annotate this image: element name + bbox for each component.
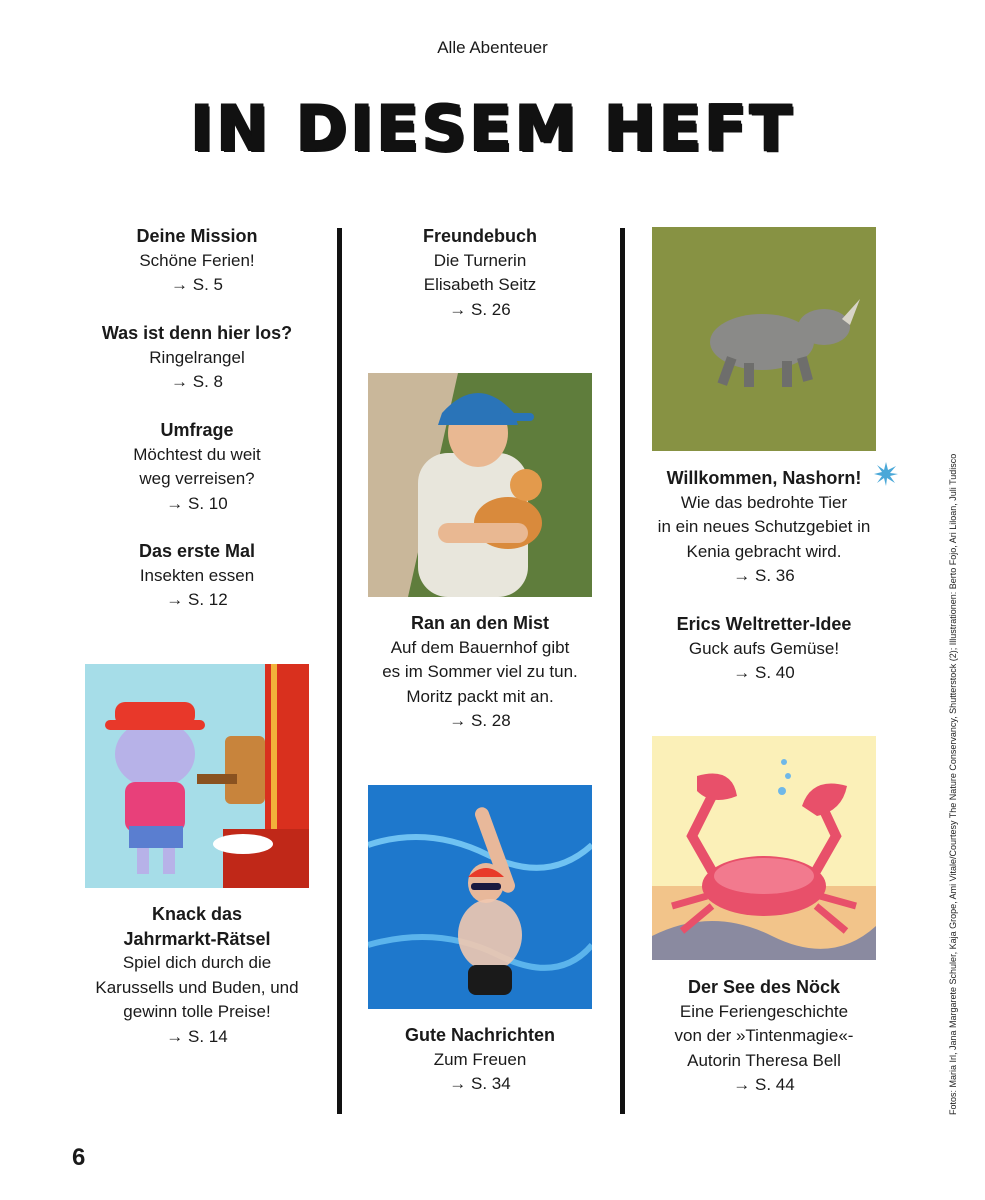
toc-entry-das-erste-mal[interactable] bbox=[72, 539, 322, 613]
rhino-photo[interactable] bbox=[652, 227, 876, 451]
strongman-game-icon bbox=[85, 664, 309, 888]
entry-page: → S. 8 bbox=[171, 372, 223, 391]
entry-text: Die Turnerin bbox=[433, 250, 527, 270]
entry-text: Guck aufs Gemüse! bbox=[688, 638, 840, 658]
entry-title: Willkommen, Nashorn! bbox=[666, 468, 862, 488]
entry-text: Auf dem Bauernhof gibt bbox=[390, 637, 570, 657]
puzzle-illustration[interactable] bbox=[85, 664, 309, 888]
entry-page: → S. 34 bbox=[449, 1074, 511, 1093]
entry-title: Ran an den Mist bbox=[410, 613, 549, 633]
entry-text: Karussells und Buden, und bbox=[95, 977, 299, 997]
toc-entry-gute-nachrichten[interactable] bbox=[355, 1023, 605, 1097]
crab-illustration[interactable] bbox=[652, 736, 876, 960]
entry-text: Moritz packt mit an. bbox=[406, 686, 554, 706]
entry-page: → S. 40 bbox=[733, 663, 795, 682]
entry-page: → S. 10 bbox=[166, 493, 228, 513]
entry-page: → S. 5 bbox=[171, 275, 223, 294]
toc-entry-ran-an-den-mist[interactable] bbox=[355, 611, 605, 734]
entry-title: Was ist denn hier los? bbox=[101, 323, 293, 343]
entry-page: → S. 36 bbox=[733, 566, 795, 585]
entry-text: Spiel dich durch die bbox=[122, 953, 272, 972]
entry-title: Deine Mission bbox=[136, 226, 258, 246]
entry-text: Schöne Ferien! bbox=[139, 250, 255, 270]
toc-entry-was-ist-denn-hier-los[interactable] bbox=[72, 321, 322, 395]
rhino-icon bbox=[652, 227, 876, 451]
toc-entry-jahrmarkt-raetsel[interactable] bbox=[72, 902, 322, 1049]
entry-text: gewinn tolle Preise! bbox=[123, 1002, 271, 1021]
entry-text: es im Sommer viel zu tun. bbox=[382, 662, 578, 681]
entry-title: Knack das bbox=[151, 904, 243, 924]
swimmer-photo[interactable] bbox=[368, 785, 592, 1009]
entry-text: Eine Feriengeschichte bbox=[679, 1001, 849, 1021]
entry-text: in ein neues Schutzgebiet in bbox=[657, 517, 871, 536]
page-number: 6 bbox=[72, 1144, 86, 1171]
entry-text: weg verreisen? bbox=[139, 469, 255, 488]
photo-credits: Fotos: Maria Irl, Jana Margarete Schuler, Kaja Grope, Ami Vitale/Courtesy The Nature Conservancy, Shutterstock (2); Illustrationen: Berto Fojo, Ari Liloan, Juli Tudisco bbox=[948, 453, 958, 1115]
entry-text: Autorin Theresa Bell bbox=[687, 1050, 841, 1070]
entry-title: Freundebuch bbox=[422, 226, 537, 246]
entry-title: Erics Weltretter-Idee bbox=[676, 614, 852, 634]
toc-entry-freundebuch[interactable] bbox=[355, 224, 605, 322]
entry-title: Der See des Nöck bbox=[687, 977, 841, 997]
entry-title: Umfrage bbox=[160, 420, 234, 440]
farm-boy-photo[interactable] bbox=[368, 373, 592, 597]
swimmer-icon bbox=[368, 785, 592, 1009]
toc-entry-deine-mission[interactable] bbox=[72, 224, 322, 298]
entry-page: → S. 26 bbox=[449, 299, 511, 319]
entry-text: von der »Tintenmagie«- bbox=[674, 1026, 854, 1045]
entry-page: → S. 14 bbox=[166, 1026, 228, 1046]
entry-text: Ringelrangel bbox=[149, 347, 245, 367]
boy-with-cat-icon bbox=[368, 373, 592, 597]
entry-page: → S. 12 bbox=[166, 590, 228, 609]
toc-entry-der-see-des-noeck[interactable] bbox=[639, 975, 889, 1098]
column-divider-left bbox=[337, 228, 342, 1114]
entry-title-line2: Jahrmarkt-Rätsel bbox=[123, 928, 271, 949]
toc-entry-erics-weltretter-idee[interactable] bbox=[639, 612, 889, 686]
entry-text: Kenia gebracht wird. bbox=[686, 541, 842, 561]
section-kicker: Alle Abenteuer bbox=[437, 38, 548, 57]
entry-text: Elisabeth Seitz bbox=[423, 275, 537, 294]
toc-entry-umfrage[interactable] bbox=[72, 418, 322, 516]
entry-title: Das erste Mal bbox=[138, 541, 256, 561]
crab-icon bbox=[652, 736, 876, 960]
entry-text: Wie das bedrohte Tier bbox=[680, 492, 848, 512]
entry-text: Zum Freuen bbox=[433, 1049, 527, 1069]
column-divider-right bbox=[620, 228, 625, 1114]
toc-entry-willkommen-nashorn[interactable] bbox=[639, 466, 889, 589]
entry-text: Möchtest du weit bbox=[133, 444, 261, 464]
entry-title: Gute Nachrichten bbox=[404, 1025, 556, 1045]
entry-text: Insekten essen bbox=[139, 565, 255, 585]
page-title: IN DIESEM HEFT bbox=[190, 92, 795, 165]
entry-page: → S. 28 bbox=[449, 711, 511, 730]
entry-page: → S. 44 bbox=[733, 1075, 795, 1094]
